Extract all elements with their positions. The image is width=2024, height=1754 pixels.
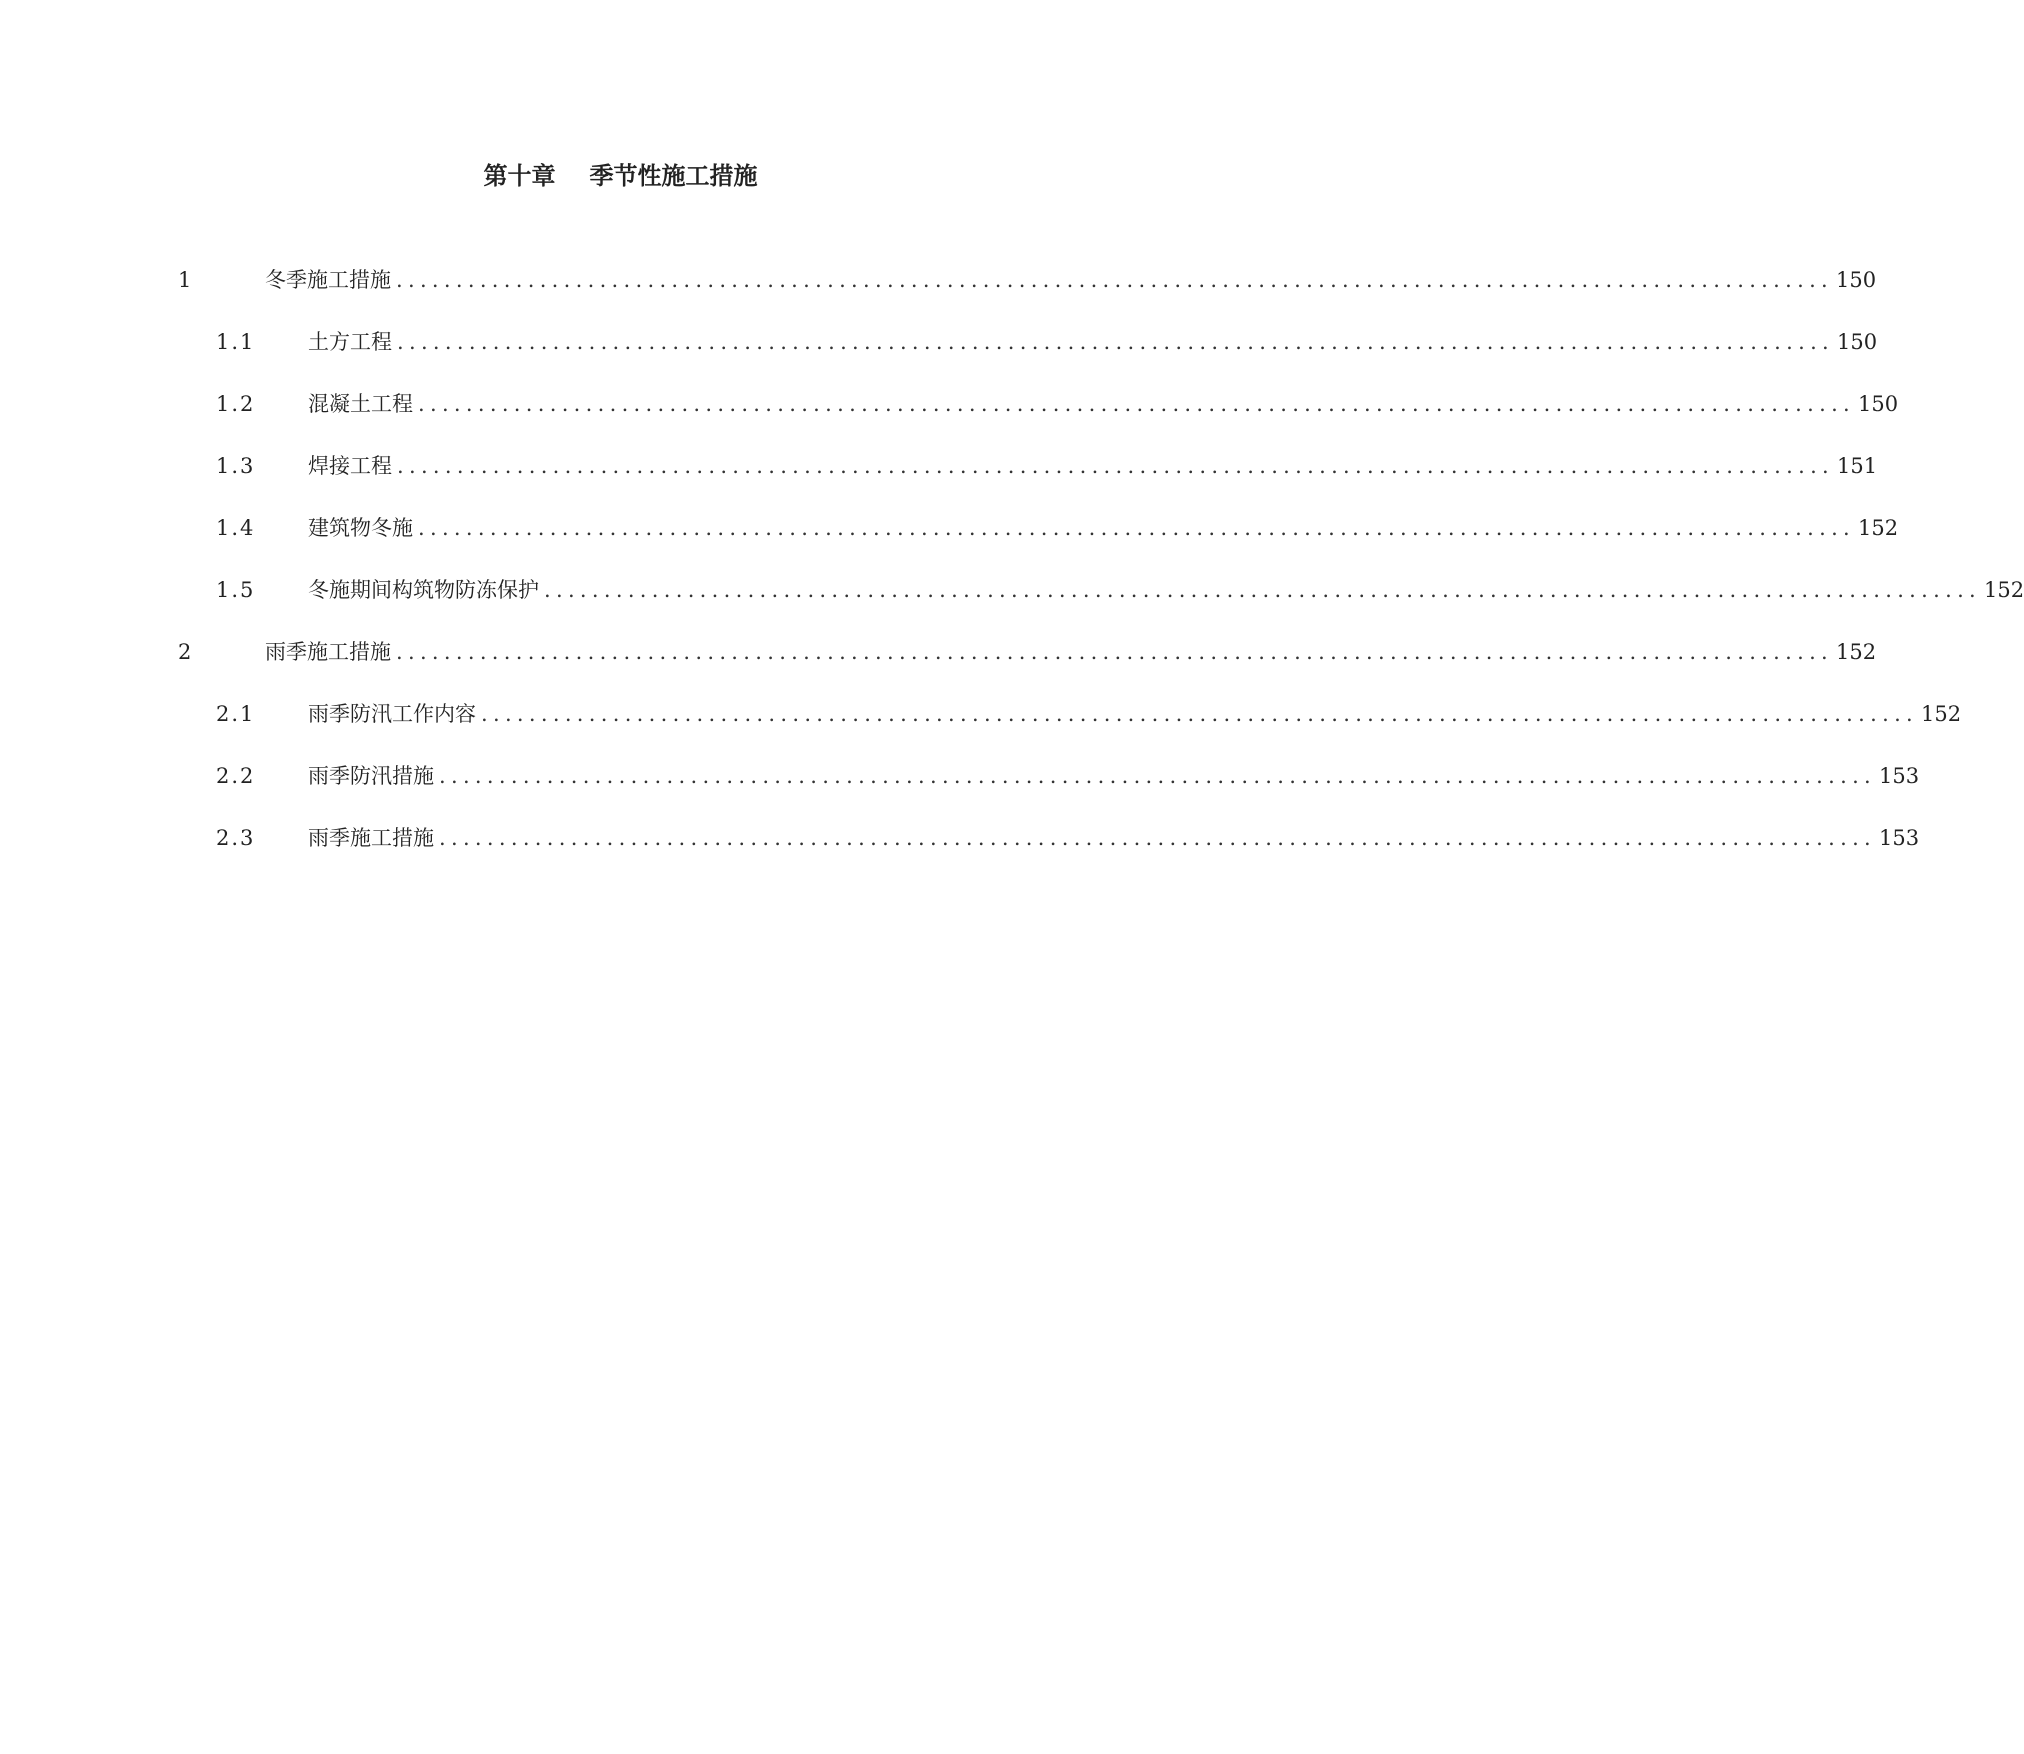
toc-title: 雨季防汛措施 <box>308 764 434 788</box>
toc-dot-leader: ........................................................................................................................ <box>481 702 1919 726</box>
toc-entry-1-5[interactable] <box>0 573 2024 607</box>
toc-page-number: 152 <box>1984 578 2024 602</box>
toc-dot-leader: ........................................................................................................................ <box>397 454 1835 478</box>
toc-entry-1-2[interactable] <box>0 387 1899 421</box>
toc-entry-2-2[interactable] <box>0 759 1920 793</box>
toc-entry-2[interactable] <box>0 635 1877 669</box>
toc-page-number: 151 <box>1837 454 1878 478</box>
chapter-title-text: 季节性施工措施 <box>589 161 758 190</box>
toc-dot-leader: ........................................................................................................................ <box>418 516 1856 540</box>
toc-number: 1 <box>178 268 192 292</box>
toc-number: 2.1 <box>216 702 256 726</box>
toc-number: 1.1 <box>216 330 256 354</box>
toc-dot-leader: ........................................................................................................................ <box>439 764 1877 788</box>
toc-number: 1.4 <box>216 516 256 540</box>
toc-dot-leader: ........................................................................................................................ <box>544 578 1982 602</box>
toc-page-number: 150 <box>1836 268 1877 292</box>
toc-title: 土方工程 <box>308 330 392 354</box>
toc-page-number: 150 <box>1837 330 1878 354</box>
toc-entry-2-3[interactable] <box>0 821 1920 855</box>
toc-page-number: 153 <box>1879 826 1920 850</box>
toc-title: 雨季施工措施 <box>265 640 391 664</box>
toc-page-number: 153 <box>1879 764 1920 788</box>
toc-title: 混凝土工程 <box>308 392 413 416</box>
toc-entry-1[interactable] <box>0 263 1877 297</box>
toc-entry-2-1[interactable] <box>0 697 1962 731</box>
toc-title: 冬季施工措施 <box>265 268 391 292</box>
toc-number: 2.2 <box>216 764 256 788</box>
toc-entry-1-4[interactable] <box>0 511 1899 545</box>
toc-title: 雨季防汛工作内容 <box>308 702 476 726</box>
toc-dot-leader: ........................................................................................................................ <box>396 268 1834 292</box>
toc-title: 焊接工程 <box>308 454 392 478</box>
toc-dot-leader: ........................................................................................................................ <box>396 640 1834 664</box>
toc-dot-leader: ........................................................................................................................ <box>439 826 1877 850</box>
chapter-label: 第十章 <box>483 161 556 190</box>
toc-number: 1.5 <box>216 578 256 602</box>
toc-dot-leader: ........................................................................................................................ <box>418 392 1856 416</box>
toc-entry-1-3[interactable] <box>0 449 1878 483</box>
toc-number: 2 <box>178 640 192 664</box>
toc-number: 2.3 <box>216 826 256 850</box>
toc-title: 雨季施工措施 <box>308 826 434 850</box>
toc-dot-leader: ........................................................................................................................ <box>397 330 1835 354</box>
toc-page-number: 152 <box>1921 702 1962 726</box>
toc-entry-1-1[interactable] <box>0 325 1878 359</box>
toc-title: 建筑物冬施 <box>308 516 413 540</box>
toc-page-number: 152 <box>1858 516 1899 540</box>
toc-page-number: 150 <box>1858 392 1899 416</box>
toc-page-number: 152 <box>1836 640 1877 664</box>
toc-title: 冬施期间构筑物防冻保护 <box>308 578 539 602</box>
toc-number: 1.3 <box>216 454 256 478</box>
toc-number: 1.2 <box>216 392 256 416</box>
